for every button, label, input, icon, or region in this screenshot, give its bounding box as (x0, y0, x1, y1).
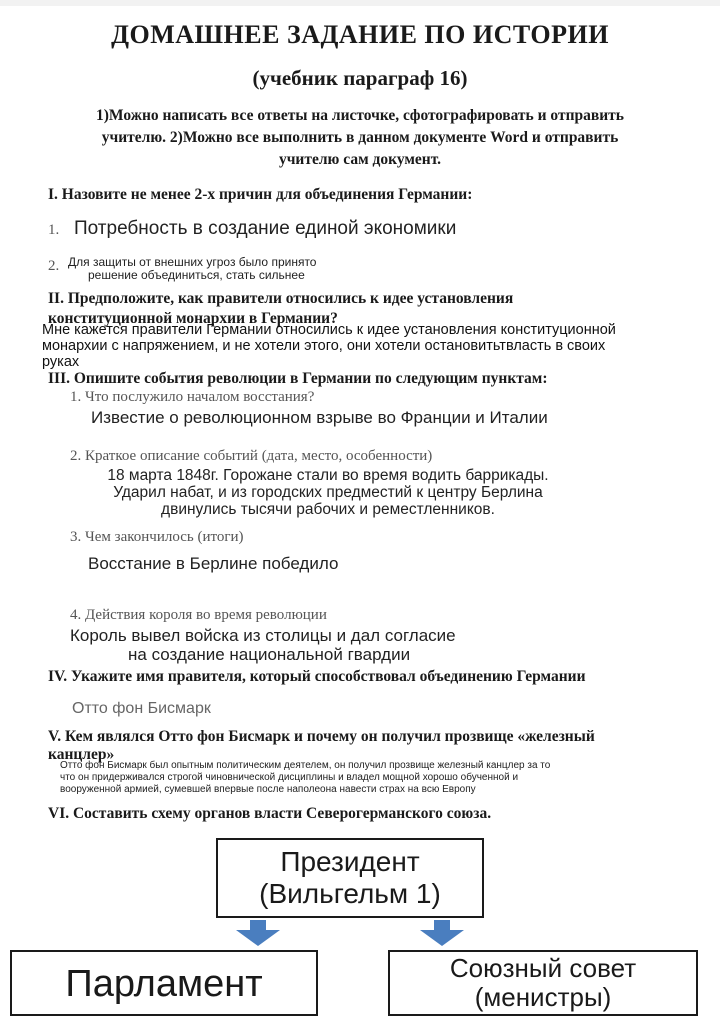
answer-1-2-line-1[interactable]: Для защиты от внешних угроз было принято (68, 255, 317, 269)
answer-2[interactable] (42, 322, 616, 370)
question-3-3-label: 3. Чем закончилось (итоги) (70, 529, 244, 545)
question-3: III. Опишите события революции в Германии по следующим пунктам: (48, 370, 548, 387)
question-2-line-2: конституционной монархии в Германии? (48, 310, 338, 327)
item-number: 1. (48, 222, 60, 238)
instructions (40, 105, 680, 171)
answer-3-4-line-2[interactable]: на создание национальной гвардии (128, 645, 411, 664)
page-title: ДОМАШНЕЕ ЗАДАНИЕ ПО ИСТОРИИ (111, 20, 609, 49)
top-strip (0, 0, 720, 6)
question-3-2-label: 2. Краткое описание событий (дата, место, особенности) (70, 448, 433, 464)
question-6: VI. Составить схему органов власти Северогерманского союза. (48, 805, 492, 822)
parliament-label: Парламент (65, 963, 263, 1005)
answer-3-2-line-1: 18 марта 1848г. Горожане стали во время водить баррикады. (107, 467, 549, 484)
parliament-box (10, 950, 318, 1016)
question-1: I. Назовите не менее 2-х причин для объединения Германии: (48, 186, 473, 203)
answer-2-line-1: Мне кажется правители Германии относились к идее установления конституционной (42, 322, 616, 338)
instructions-line-3: учителю сам документ. (278, 151, 442, 168)
answer-3-2-line-2: Ударил набат, и из городских предместий к центру Берлина (113, 484, 543, 501)
answer-3-4-line-1[interactable]: Король вывел войска из столицы и дал согласие (70, 626, 456, 645)
answer-1-2-line-2[interactable]: решение объединиться, стать сильнее (88, 268, 305, 282)
federal-council-box (388, 950, 698, 1016)
president-box (216, 838, 484, 918)
answer-5-line-2: что он придерживался строгой чиновнической дисциплины и владел мощной хорошо обученной и (60, 772, 519, 783)
president-title: Президент (280, 846, 420, 877)
answer-2-line-3: руках (42, 354, 80, 370)
answer-3-2[interactable] (88, 467, 568, 518)
question-3-1-label: 1. Что послужило началом восстания? (70, 389, 315, 405)
answer-5-line-3: вооруженной армией, сумевшей впервые после наполеона навести страх на всю Европу (60, 784, 476, 795)
arrow-down-left-icon (230, 920, 286, 948)
answer-3-3[interactable]: Восстание в Берлине победило (88, 554, 339, 573)
federal-council-title: Союзный совет (449, 953, 637, 983)
question-4: IV. Укажите имя правителя, который способствовал объединению Германии (48, 668, 586, 685)
arrow-down-right-icon (414, 920, 470, 948)
question-2-line-1: II. Предположите, как правители относились к идее установления (48, 290, 514, 307)
answer-5[interactable] (60, 760, 550, 796)
question-3-4-label: 4. Действия короля во время революции (70, 607, 327, 623)
instructions-line-2: учителю. 2)Можно все выполнить в данном документе Word и отправить (101, 129, 619, 146)
question-5-line-1: V. Кем являлся Отто фон Бисмарк и почему он получил прозвище «железный (48, 728, 595, 745)
answer-3-2-line-3: двинулись тысячи рабочих и реместленников. (161, 501, 495, 518)
president-name: (Вильгельм 1) (259, 878, 441, 909)
answer-5-line-1: Отто фон Бисмарк был опытным политическим деятелем, он получил прозвище железный канцлер за то (60, 760, 551, 771)
item-number: 2. (48, 258, 60, 274)
question-5-line-2: канцлер» (48, 746, 115, 763)
answer-3-1[interactable]: Известие о революционном взрыве во Франции и Италии (91, 408, 548, 427)
answer-2-line-2: монархии с напряжением, и не хотели этого, они хотели остановитьтвласть в своих (42, 338, 606, 354)
answer-4[interactable]: Отто фон Бисмарк (72, 700, 211, 717)
federal-council-subtitle: (менистры) (474, 982, 612, 1012)
answer-1-1[interactable]: Потребность в создание единой экономики (74, 218, 457, 239)
instructions-line-1: 1)Можно написать все ответы на листочке, сфотографировать и отправить (96, 107, 624, 124)
page-subtitle: (учебник параграф 16) (252, 66, 468, 90)
